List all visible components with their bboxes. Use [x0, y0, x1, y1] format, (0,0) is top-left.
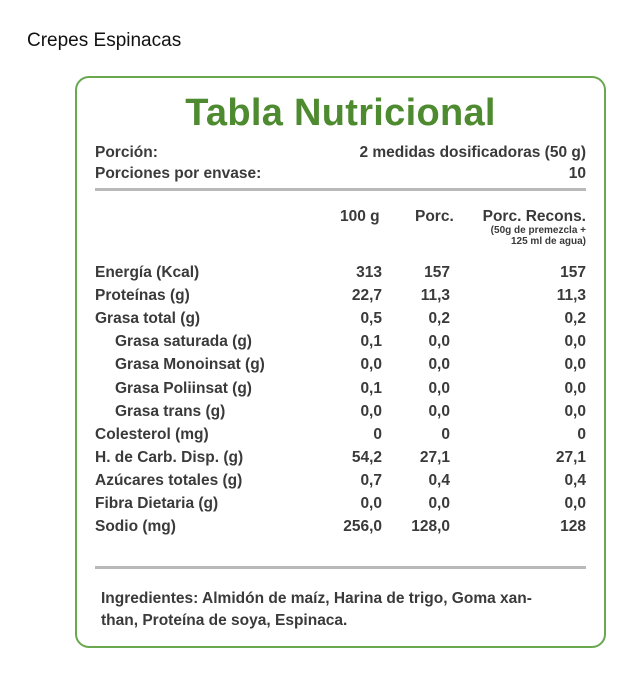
value-100g: 0,7: [360, 471, 382, 489]
value-100g: 0,5: [360, 310, 382, 328]
value-100g: 0,0: [360, 356, 382, 374]
column-note-line2: 125 ml de agua): [510, 236, 586, 247]
value-recons: 0,0: [564, 402, 586, 420]
column-note-line1: (50g de premezcla +: [490, 225, 586, 236]
nutrient-row: [95, 380, 586, 402]
value-porc: 0,0: [428, 495, 450, 512]
value-100g: 256,0: [343, 518, 382, 536]
value-100g: 0,0: [360, 402, 382, 420]
per-pack-label: Porciones por envase:: [95, 165, 262, 182]
value-100g: 0,1: [360, 379, 382, 397]
value-recons: 0,0: [564, 495, 586, 512]
nutrient-row: [95, 495, 586, 517]
nutrient-row: [95, 426, 586, 448]
nutrient-row: [95, 518, 586, 540]
divider-bottom: [95, 566, 586, 569]
product-name: Crepes Espinacas: [27, 30, 182, 51]
value-recons: 0,4: [564, 471, 586, 489]
value-porc: 0,4: [428, 471, 450, 489]
ingredients-line2: than, Proteína de soya, Espinaca.: [101, 612, 348, 629]
nutrient-row: [95, 356, 586, 378]
nutrient-label: Azúcares totales (g): [95, 471, 243, 489]
nutrition-card: [75, 76, 606, 648]
ingredients-text: [101, 588, 588, 632]
value-recons: 0,2: [564, 310, 586, 328]
value-recons: 0,0: [564, 356, 586, 374]
nutrient-label: Grasa Monoinsat (g): [115, 356, 265, 374]
value-porc: 0: [441, 425, 450, 443]
ingredients-line1: Ingredientes: Almidón de maíz, Harina de trigo, Goma xan-: [101, 590, 532, 607]
nutrient-label: Grasa trans (g): [115, 402, 226, 420]
nutrient-row: [95, 287, 586, 309]
value-recons: 27,1: [555, 448, 586, 466]
nutrient-label: Proteínas (g): [95, 287, 190, 305]
value-recons: 0,0: [564, 379, 586, 397]
value-recons: 0,0: [564, 333, 586, 351]
portion-label: Porción:: [95, 144, 158, 161]
nutrient-row: [95, 403, 586, 425]
nutrient-label: H. de Carb. Disp. (g): [95, 448, 244, 466]
value-porc: 0,0: [428, 402, 450, 420]
column-header-100g: 100 g: [340, 208, 380, 225]
value-100g: 0,1: [360, 333, 382, 351]
per-pack-value: 10: [568, 165, 586, 182]
nutrient-label: Grasa total (g): [95, 310, 201, 328]
column-note-recons: [491, 225, 586, 247]
value-recons: 0: [577, 425, 586, 443]
nutrient-row: [95, 264, 586, 286]
value-porc: 128,0: [411, 518, 450, 536]
value-100g: 0,0: [360, 495, 382, 512]
nutrient-label: Sodio (mg): [95, 518, 176, 536]
value-recons: 11,3: [556, 287, 586, 305]
nutrient-row: [95, 333, 586, 355]
nutrient-label: Grasa Poliinsat (g): [115, 379, 252, 397]
nutrient-row: [95, 449, 586, 471]
nutrient-label: Fibra Dietaria (g): [95, 495, 219, 512]
value-100g: 22,7: [351, 287, 382, 305]
portion-value: 2 medidas dosificadoras (50 g): [359, 144, 586, 161]
value-porc: 0,0: [428, 333, 450, 351]
nutrient-label: Colesterol (mg): [95, 425, 209, 443]
nutrient-row: [95, 310, 586, 332]
value-porc: 0,0: [428, 356, 450, 374]
nutrient-row: [95, 472, 586, 494]
value-porc: 0,0: [428, 379, 450, 397]
nutrient-label: Grasa saturada (g): [115, 333, 252, 351]
column-header-recons: Porc. Recons.: [482, 208, 586, 225]
value-porc: 157: [424, 264, 450, 281]
value-recons: 128: [560, 518, 586, 536]
column-header-porc: Porc.: [415, 208, 454, 225]
value-100g: 0: [373, 425, 382, 443]
value-porc: 27,1: [419, 448, 450, 466]
value-100g: 313: [356, 264, 382, 281]
table-title: Tabla Nutricional: [185, 92, 496, 134]
per-pack-row: [95, 165, 586, 183]
value-100g: 54,2: [351, 448, 382, 466]
divider-top: [95, 188, 586, 191]
value-recons: 157: [560, 264, 586, 281]
value-porc: 11,3: [420, 287, 450, 305]
nutrient-label: Energía (Kcal): [95, 264, 200, 281]
value-porc: 0,2: [428, 310, 450, 328]
portion-row: [95, 144, 586, 162]
